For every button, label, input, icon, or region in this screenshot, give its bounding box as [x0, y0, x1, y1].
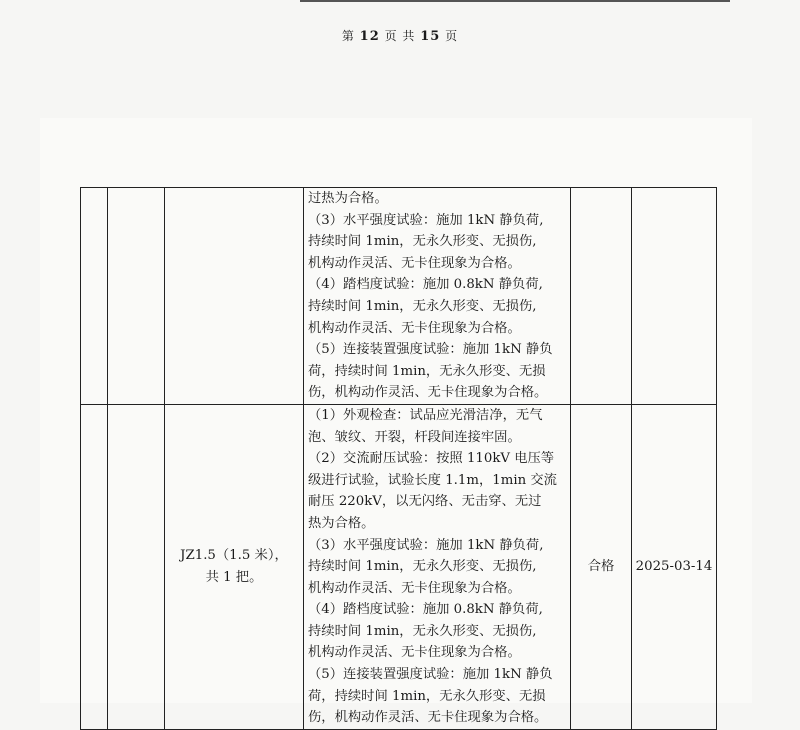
- requirement-line: 持续时间 1min，无永久形变、无损伤,: [308, 298, 537, 314]
- requirements-cell: [304, 404, 571, 729]
- item-cell: [108, 188, 165, 405]
- requirement-line: 持续时间 1min，无永久形变、无损伤,: [308, 623, 537, 639]
- requirement-line: 伤，机构动作灵活、无卡住现象为合格。: [308, 385, 548, 401]
- date-cell: 2025-03-14: [632, 404, 717, 729]
- table-row: [81, 188, 717, 405]
- requirement-line: （3）水平强度试验：施加 1kN 静负荷,: [308, 537, 544, 553]
- requirement-line: 级进行试验，试验长度 1.1m，1min 交流: [308, 472, 557, 488]
- result-cell: 合格: [571, 404, 632, 729]
- requirement-line: 机构动作灵活、无卡住现象为合格。: [308, 320, 521, 336]
- requirement-line: （1）外观检查：试品应光滑洁净，无气: [308, 407, 543, 423]
- sample-cell: [165, 404, 304, 729]
- page-suffix: 页: [445, 29, 459, 43]
- requirement-line: （5）连接装置强度试验：施加 1kN 静负: [308, 342, 553, 358]
- requirement-line: 热为合格。: [308, 515, 375, 531]
- requirement-line: （5）连接装置强度试验：施加 1kN 静负: [308, 667, 553, 683]
- top-border-line: [300, 0, 730, 2]
- index-cell: [81, 188, 108, 405]
- page-total: 15: [420, 29, 441, 44]
- requirement-line: 伤，机构动作灵活、无卡住现象为合格。: [308, 710, 548, 726]
- page-prefix: 第: [341, 29, 355, 43]
- requirement-line: （3）水平强度试验：施加 1kN 静负荷,: [308, 212, 544, 228]
- index-cell: [81, 404, 108, 729]
- requirement-line: 荷，持续时间 1min，无永久形变、无损: [308, 363, 546, 379]
- result-cell: [571, 188, 632, 405]
- sample-quantity: 共 1 把。: [205, 569, 263, 585]
- requirements-cell: [304, 188, 571, 405]
- requirement-line: （4）踏档度试验：施加 0.8kN 静负荷,: [308, 277, 543, 293]
- date-cell: [632, 188, 717, 405]
- page-mid: 页 共: [384, 29, 416, 43]
- requirement-line: 机构动作灵活、无卡住现象为合格。: [308, 580, 521, 596]
- test-results-table: [80, 187, 717, 730]
- requirement-line: 荷，持续时间 1min，无永久形变、无损: [308, 688, 546, 704]
- requirement-line: （4）踏档度试验：施加 0.8kN 静负荷,: [308, 602, 543, 618]
- requirement-line: 过热为合格。: [308, 191, 388, 206]
- requirement-line: 耐压 220kV，以无闪络、无击穿、无过: [308, 494, 542, 510]
- sample-model: JZ1.5（1.5 米），: [180, 548, 288, 564]
- requirement-line: （2）交流耐压试验：按照 110kV 电压等: [308, 451, 555, 467]
- requirement-line: 机构动作灵活、无卡住现象为合格。: [308, 645, 521, 661]
- requirement-line: 持续时间 1min，无永久形变、无损伤,: [308, 234, 537, 250]
- item-cell: [108, 404, 165, 729]
- requirement-line: 泡、皱纹、开裂，杆段间连接牢固。: [308, 429, 521, 445]
- page-header: [0, 27, 800, 44]
- table-row: [81, 404, 717, 729]
- sample-cell: [165, 188, 304, 405]
- requirement-line: 机构动作灵活、无卡住现象为合格。: [308, 255, 521, 271]
- requirement-line: 持续时间 1min，无永久形变、无损伤,: [308, 559, 537, 575]
- page-number: 12: [359, 29, 380, 44]
